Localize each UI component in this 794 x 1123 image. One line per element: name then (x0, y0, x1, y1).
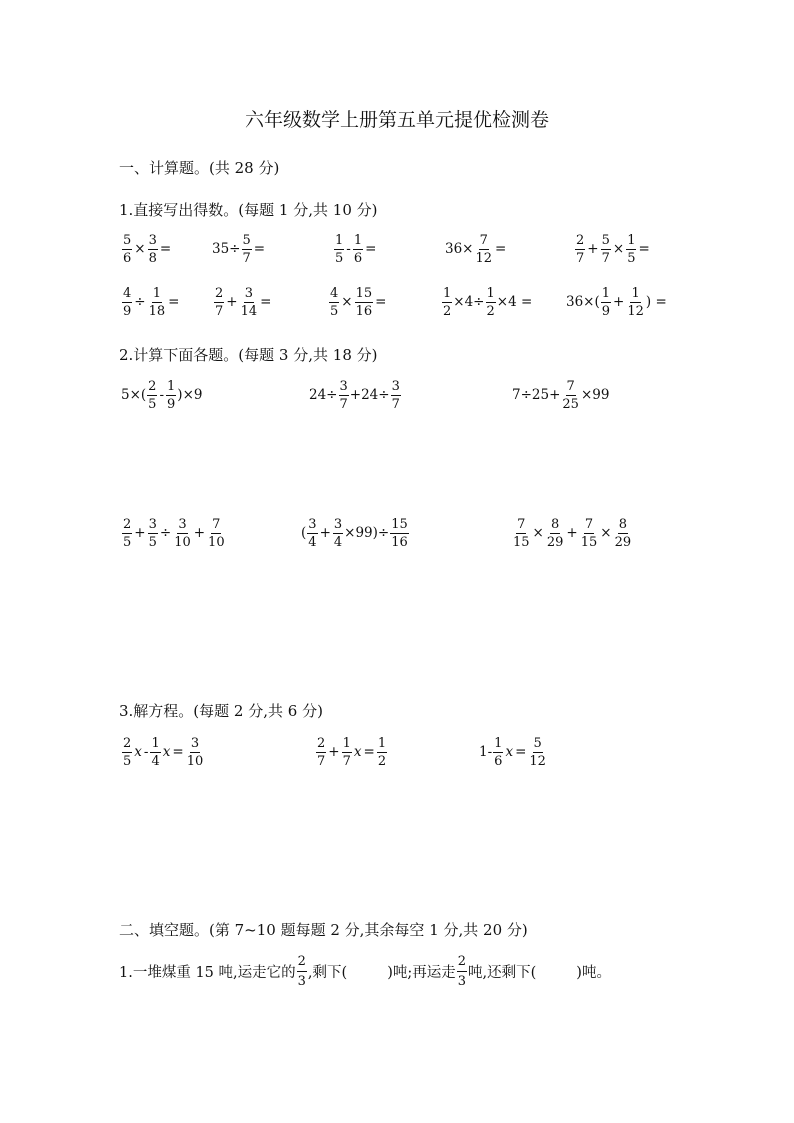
fraction (457, 954, 467, 989)
operator: + (613, 293, 625, 310)
denominator: 15 (580, 535, 598, 550)
numerator: 1 (342, 736, 351, 751)
text: +24÷ (349, 386, 390, 403)
fraction (207, 518, 226, 549)
fraction (575, 234, 585, 265)
numerator: 1 (152, 286, 161, 301)
text: ×99)÷ (344, 524, 390, 541)
numerator: 3 (178, 517, 187, 532)
denominator: 7 (601, 251, 610, 266)
fraction (442, 287, 452, 318)
denominator: 6 (123, 251, 132, 266)
section2-heading: 二、填空题。(第 7~10 题每题 2 分,其余每空 1 分,共 20 分) (119, 921, 528, 939)
denominator: 9 (167, 397, 176, 412)
text: 7÷25+ (512, 386, 561, 403)
denominator: 7 (391, 397, 400, 412)
p3-item-2 (315, 737, 388, 768)
denominator: 3 (297, 974, 306, 989)
fraction (377, 737, 387, 768)
p1-item-10 (566, 287, 667, 318)
text: 35÷ (212, 240, 241, 257)
fraction (512, 518, 531, 549)
operator: + (319, 524, 331, 541)
fraction (353, 234, 363, 265)
p2-item-1 (121, 380, 202, 411)
operator: = (495, 240, 507, 257)
denominator: 8 (148, 251, 157, 266)
fraction (475, 234, 494, 265)
fraction (329, 287, 339, 318)
numerator: 1 (353, 233, 363, 248)
p1-item-8 (328, 287, 387, 318)
denominator: 16 (355, 304, 373, 319)
denominator: 7 (317, 754, 326, 769)
operator: = (159, 240, 172, 257)
p2-item-4 (121, 518, 227, 549)
denominator: 3 (457, 974, 467, 989)
numerator: 5 (123, 233, 132, 248)
variable: x (134, 743, 142, 760)
text: )吨。 (576, 965, 611, 981)
operator: × (600, 524, 612, 541)
numerator: 3 (339, 379, 348, 394)
numerator: 1 (377, 736, 387, 751)
operator: + (587, 240, 599, 257)
part2-heading: 2.计算下面各题。(每题 3 分,共 18 分) (119, 346, 378, 364)
numerator: 3 (244, 286, 253, 301)
numerator: 1 (335, 233, 344, 248)
p2-item-3 (512, 380, 609, 411)
numerator: 1 (631, 286, 640, 301)
numerator: 1 (494, 736, 503, 751)
numerator: 3 (308, 517, 317, 532)
operator: = (260, 293, 272, 310)
operator: = (253, 240, 266, 257)
operator: = (515, 743, 527, 760)
operator: = (375, 293, 387, 310)
page-title: 六年级数学上册第五单元提优检测卷 (244, 109, 549, 131)
numerator: 3 (391, 379, 400, 394)
numerator: 1 (486, 286, 495, 301)
p1-item-7 (213, 287, 272, 318)
numerator: 3 (333, 517, 343, 532)
text: 24÷ (309, 386, 338, 403)
fraction (580, 518, 599, 549)
fraction (339, 380, 349, 411)
fraction (342, 737, 352, 768)
variable: x (505, 743, 514, 760)
p2-item-2 (309, 380, 402, 411)
numerator: 3 (148, 517, 157, 532)
denominator: 12 (475, 251, 493, 266)
denominator: 12 (627, 304, 644, 319)
numerator: 5 (533, 736, 542, 751)
denominator: 12 (529, 754, 546, 769)
fraction (186, 737, 205, 768)
variable: x (162, 743, 171, 760)
fraction (240, 287, 259, 318)
fraction (355, 287, 374, 318)
text: )×9 (177, 386, 203, 403)
denominator: 6 (353, 251, 363, 266)
fill-question-1 (119, 954, 611, 989)
denominator: 5 (148, 397, 157, 412)
p3-item-1 (121, 737, 205, 768)
fraction (316, 737, 326, 768)
fraction (486, 287, 496, 318)
p2-item-5 (301, 518, 410, 549)
denominator: 5 (627, 251, 636, 266)
operator: = (363, 743, 375, 760)
fraction (626, 287, 645, 318)
numerator: 2 (457, 954, 467, 972)
numerator: 8 (618, 517, 627, 532)
fraction (546, 518, 565, 549)
denominator: 4 (308, 535, 317, 550)
numerator: 1 (167, 379, 176, 394)
numerator: 3 (190, 736, 200, 751)
denominator: 2 (486, 304, 495, 319)
numerator: 7 (584, 517, 594, 532)
operator: - (143, 743, 149, 760)
denominator: 10 (174, 535, 191, 550)
numerator: 2 (317, 736, 326, 751)
text: 5×( (121, 386, 147, 403)
operator: × (134, 240, 146, 257)
operator: × (532, 524, 544, 541)
fraction (148, 518, 158, 549)
numerator: 3 (148, 233, 157, 248)
denominator: 5 (123, 535, 132, 550)
denominator: 18 (148, 304, 166, 319)
denominator: 10 (208, 535, 225, 550)
numerator: 2 (148, 379, 157, 394)
operator: = (365, 240, 377, 257)
p2-item-6 (511, 518, 633, 549)
operator: = (168, 293, 180, 310)
fraction (493, 737, 503, 768)
fraction (122, 518, 132, 549)
fraction (242, 234, 252, 265)
fraction (148, 287, 167, 318)
operator: + (134, 524, 146, 541)
denominator: 9 (601, 304, 611, 319)
numerator: 2 (123, 736, 132, 751)
numerator: 15 (391, 517, 408, 532)
numerator: 7 (479, 233, 488, 248)
denominator: 25 (562, 397, 579, 412)
numerator: 1 (151, 736, 160, 751)
numerator: 2 (123, 517, 132, 532)
text: 36×( (566, 293, 600, 310)
denominator: 16 (391, 535, 408, 550)
text: ( (301, 524, 307, 541)
fraction (214, 287, 224, 318)
numerator: 4 (123, 286, 132, 301)
operator: + (566, 524, 578, 541)
p1-item-6 (121, 287, 180, 318)
part3-heading: 3.解方程。(每题 2 分,共 6 分) (119, 702, 323, 720)
fraction (307, 518, 317, 549)
numerator: 5 (601, 233, 610, 248)
numerator: 1 (601, 286, 611, 301)
p1-item-1 (121, 234, 172, 265)
operator: = (638, 240, 650, 257)
fraction (166, 380, 176, 411)
p1-item-3 (333, 234, 377, 265)
fraction (122, 737, 132, 768)
text: ×4÷ (453, 293, 485, 310)
fraction (614, 518, 633, 549)
denominator: 15 (513, 535, 530, 550)
denominator: 10 (186, 754, 204, 769)
fraction (528, 737, 547, 768)
numerator: 2 (576, 233, 585, 248)
denominator: 4 (151, 754, 160, 769)
text: 吨,还剩下( (468, 965, 537, 981)
operator: - (346, 240, 351, 257)
operator: × (612, 240, 625, 257)
text: 36× (445, 240, 474, 257)
operator: ÷ (134, 293, 146, 310)
fraction (297, 954, 307, 989)
operator: - (159, 386, 165, 403)
numerator: 1 (627, 233, 636, 248)
operator: + (193, 524, 206, 541)
p1-item-5 (574, 234, 651, 265)
numerator: 1 (443, 286, 452, 301)
denominator: 5 (123, 754, 132, 769)
fraction (173, 518, 192, 549)
denominator: 5 (330, 304, 339, 319)
fraction (122, 234, 132, 265)
fraction (601, 287, 611, 318)
denominator: 14 (240, 304, 258, 319)
operator: × (341, 293, 353, 310)
numerator: 7 (212, 517, 221, 532)
numerator: 7 (566, 379, 575, 394)
p1-item-2 (212, 234, 266, 265)
text: 1- (479, 743, 493, 760)
numerator: 15 (355, 286, 373, 301)
denominator: 7 (576, 251, 585, 266)
fraction (122, 287, 132, 318)
text: )吨;再运走 (387, 965, 456, 981)
fraction (391, 380, 401, 411)
text: ×99 (580, 386, 610, 403)
fraction (334, 234, 344, 265)
denominator: 7 (242, 251, 251, 266)
text: 1.一堆煤重 15 吨,运走它的 (119, 965, 296, 981)
denominator: 5 (148, 535, 157, 550)
denominator: 7 (215, 304, 224, 319)
operator: = (172, 743, 184, 760)
operator: ÷ (159, 524, 172, 541)
numerator: 7 (517, 517, 526, 532)
fraction (601, 234, 611, 265)
numerator: 5 (242, 233, 251, 248)
denominator: 5 (335, 251, 344, 266)
p1-item-4 (445, 234, 507, 265)
numerator: 2 (297, 954, 307, 972)
fraction (626, 234, 636, 265)
section1-heading: 一、计算题。(共 28 分) (119, 159, 280, 177)
fraction (390, 518, 409, 549)
fraction (333, 518, 343, 549)
denominator: 29 (546, 535, 564, 550)
denominator: 2 (443, 304, 452, 319)
denominator: 9 (123, 304, 132, 319)
fraction (561, 380, 580, 411)
text: ×4 = (496, 293, 533, 310)
numerator: 2 (215, 286, 224, 301)
denominator: 6 (494, 754, 503, 769)
text: ,剩下( (307, 965, 348, 981)
fraction (150, 737, 160, 768)
variable: x (353, 743, 362, 760)
denominator: 2 (377, 754, 387, 769)
fraction (148, 234, 158, 265)
operator: + (226, 293, 238, 310)
p1-item-9 (441, 287, 532, 318)
part1-heading: 1.直接写出得数。(每题 1 分,共 10 分) (119, 201, 378, 219)
numerator: 8 (550, 517, 560, 532)
denominator: 7 (339, 397, 348, 412)
denominator: 29 (614, 535, 632, 550)
p3-item-3 (479, 737, 548, 768)
fraction (147, 380, 157, 411)
denominator: 7 (342, 754, 351, 769)
denominator: 4 (333, 535, 343, 550)
text: ) = (645, 293, 667, 310)
numerator: 4 (330, 286, 339, 301)
operator: + (328, 743, 340, 760)
